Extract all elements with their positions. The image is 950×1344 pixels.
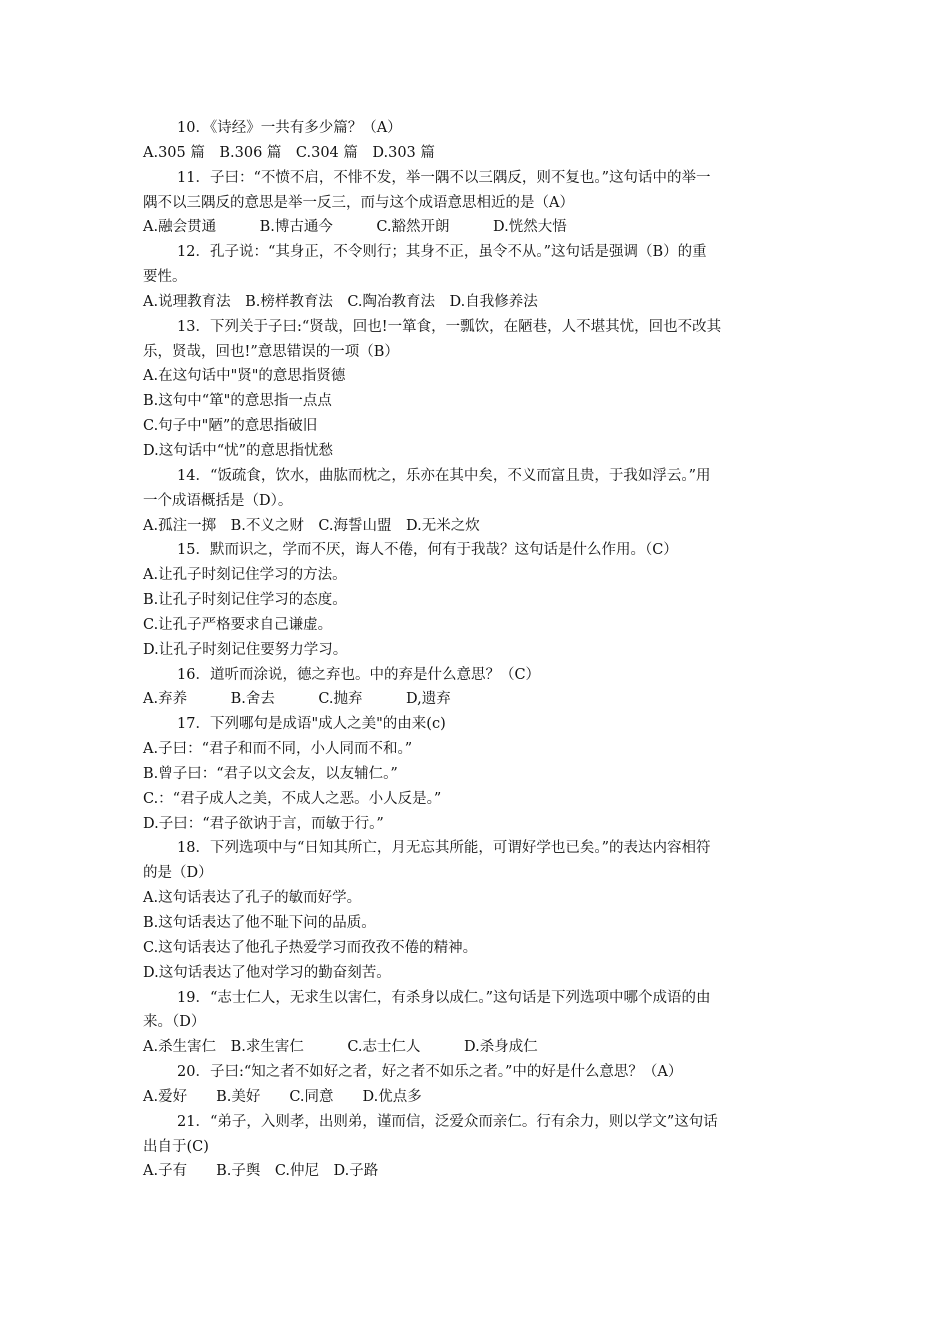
answer-option-a: A.在这句话中"贤"的意思指贤德 bbox=[143, 368, 346, 385]
answer-options: A.305 篇 B.306 篇 C.304 篇 D.303 篇 bbox=[143, 144, 435, 161]
question-stem: 14．“饭疏食，饮水，曲肱而枕之，乐亦在其中矣，不义而富且贵，于我如浮云。”用 bbox=[177, 467, 711, 484]
answer-option-d: D.这句话表达了他对学习的勤奋刻苦。 bbox=[143, 964, 391, 981]
answer-option-d: D.子曰：“君子欲讷于言，而敏于行。” bbox=[143, 815, 384, 832]
question-stem: 20．子曰:“知之者不如好之者，好之者不如乐之者。”中的好是什么意思？（A） bbox=[177, 1064, 683, 1081]
answer-options: A.弃养 B.舍去 C.抛弃 D,遗弃 bbox=[143, 691, 451, 708]
answer-option-a: A.这句话表达了孔子的敏而好学。 bbox=[143, 890, 362, 907]
answer-option-c: C.句子中"陋”的意思指破旧 bbox=[143, 418, 318, 435]
answer-option-b: B.让孔子时刻记住学习的态度。 bbox=[143, 592, 347, 609]
answer-options: A.说理教育法 B.榜样教育法 C.陶冶教育法 D.自我修养法 bbox=[143, 293, 538, 310]
question-stem: 11．子曰：“不愤不启，不悱不发，举一隅不以三隅反，则不复也。”这句话中的举一 bbox=[177, 169, 711, 186]
question-19 bbox=[143, 986, 813, 1061]
question-21 bbox=[143, 1110, 813, 1185]
question-11 bbox=[143, 166, 813, 241]
question-20 bbox=[143, 1060, 813, 1110]
question-stem: 15．默而识之，学而不厌，诲人不倦，何有于我哉？这句话是什么作用。（C） bbox=[177, 542, 678, 559]
answer-option-a: A.子曰：“君子和而不同，小人同而不和。” bbox=[143, 741, 413, 758]
question-stem: 10．《诗经》一共有多少篇？（A） bbox=[177, 120, 402, 136]
question-18 bbox=[143, 836, 813, 985]
question-15 bbox=[143, 538, 813, 662]
answer-options: A.孤注一掷 B.不义之财 C.海誓山盟 D.无米之炊 bbox=[143, 517, 480, 534]
question-stem-continued: 的是（D） bbox=[143, 865, 213, 882]
question-17 bbox=[143, 712, 813, 836]
question-stem-continued: 隅不以三隅反的意思是举一反三，而与这个成语意思相近的是（A） bbox=[143, 194, 574, 211]
answer-option-d: D.让孔子时刻记住要努力学习。 bbox=[143, 641, 348, 658]
question-13 bbox=[143, 315, 813, 464]
question-stem-continued: 要性。 bbox=[143, 269, 187, 286]
question-stem: 21．“弟子，入则孝，出则弟，谨而信，泛爱众而亲仁。行有余力，则以学文”这句话 bbox=[177, 1113, 718, 1130]
answer-option-a: A.让孔子时刻记住学习的方法。 bbox=[143, 567, 347, 584]
question-stem: 18．下列选项中与“日知其所亡，月无忘其所能，可谓好学也已矣。”的表达内容相符 bbox=[177, 840, 711, 857]
answer-option-d: D.这句话中“忧”的意思指忧愁 bbox=[143, 442, 334, 459]
document-page bbox=[143, 116, 813, 1184]
answer-option-c: C.这句话表达了他孔子热爱学习而孜孜不倦的精神。 bbox=[143, 939, 478, 956]
question-stem: 19．“志士仁人，无求生以害仁，有杀身以成仁。”这句话是下列选项中哪个成语的由 bbox=[177, 989, 711, 1006]
question-stem: 17．下列哪句是成语"成人之美"的由来(c) bbox=[177, 716, 446, 733]
question-12 bbox=[143, 240, 813, 315]
question-stem-continued: 来。（D） bbox=[143, 1014, 206, 1031]
question-stem: 12．孔子说：“其身正，不令则行；其身不正，虽令不从。”这句话是强调（B）的重 bbox=[177, 244, 707, 261]
answer-option-b: B.这句话表达了他不耻下问的品质。 bbox=[143, 915, 376, 931]
question-stem-continued: 出自于(C) bbox=[143, 1138, 209, 1155]
question-10 bbox=[143, 116, 813, 166]
question-stem-continued: 乐，贤哉，回也!”意思错误的一项（B） bbox=[143, 343, 399, 360]
question-stem: 16．道听而涂说，德之弃也。中的弃是什么意思？（C） bbox=[177, 666, 541, 683]
question-stem-continued: 一个成语概括是（D）。 bbox=[143, 492, 293, 509]
answer-option-b: B.这句中“箪"的意思指一点点 bbox=[143, 393, 332, 410]
answer-options: A.融会贯通 B.博古通今 C.豁然开朗 D.恍然大悟 bbox=[143, 219, 567, 236]
answer-options: A.子有 B.子舆 C.仲尼 D.子路 bbox=[143, 1163, 379, 1180]
answer-option-c: C.：“君子成人之美，不成人之恶。小人反是。” bbox=[143, 790, 442, 807]
question-16 bbox=[143, 663, 813, 713]
answer-option-b: B.曾子曰：“君子以文会友，以友辅仁。” bbox=[143, 765, 398, 782]
answer-option-c: C.让孔子严格要求自己谦虚。 bbox=[143, 616, 333, 633]
question-14 bbox=[143, 464, 813, 539]
answer-options: A.杀生害仁 B.求生害仁 C.志士仁人 D.杀身成仁 bbox=[143, 1039, 538, 1056]
answer-options: A.爱好 B.美好 C.同意 D.优点多 bbox=[143, 1088, 422, 1105]
question-stem: 13．下列关于子曰:“贤哉，回也!一箪食，一瓢饮，在陋巷，人不堪其忧，回也不改其 bbox=[177, 318, 722, 335]
